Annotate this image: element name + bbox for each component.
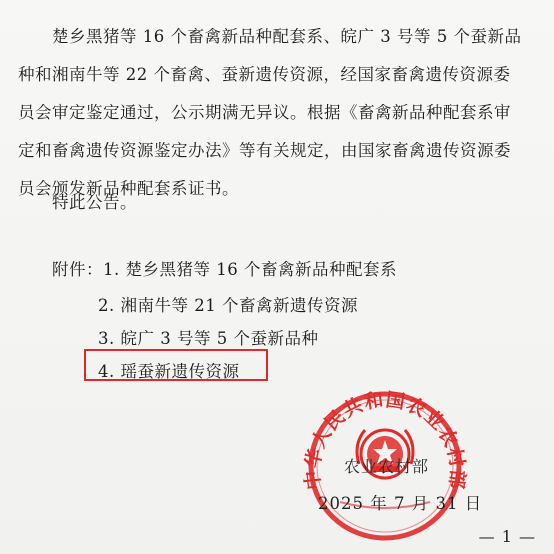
page-number: — 1 — [478, 527, 536, 546]
attachment-item-3: 3. 皖广 3 号等 5 个蚕新品种 [98, 329, 319, 348]
seal-text: 中华人民共和国农业农村部 [301, 388, 469, 491]
notice-text: 特此公告。 [52, 193, 137, 212]
attachments-label: 附件： [52, 260, 103, 279]
paragraph-line: 楚乡黑猪等 16 个畜禽新品种配套系、皖广 3 号等 5 个蚕新品 [52, 27, 522, 46]
attachment-item-1 [52, 256, 397, 280]
paragraph-line: 种和湘南牛等 22 个畜禽、蚕新遗传资源，经国家畜禽遗传资源委 [18, 65, 511, 84]
attachment-text: 1. 楚乡黑猪等 16 个畜禽新品种配套系 [103, 260, 397, 279]
paragraph-line: 员会审定鉴定通过，公示期满无异议。根据《畜禽新品种配套系审 [18, 103, 511, 122]
attachment-item-2: 2. 湘南牛等 21 个畜禽新遗传资源 [98, 296, 358, 315]
attachment-item-4: 4. 瑶蚕新遗传资源 [98, 362, 240, 381]
highlight-box [84, 349, 268, 381]
signer-name: 农业农村部 [344, 457, 430, 476]
paragraph-line: 定和畜禽遗传资源鉴定办法》等有关规定，由国家畜禽遗传资源委 [18, 141, 511, 160]
announcement-paragraph [18, 18, 538, 208]
issue-date: 2025 年 7 月 31 日 [318, 494, 483, 513]
paragraph-line: 员会颁发新品种配套系证书。 [18, 179, 239, 198]
